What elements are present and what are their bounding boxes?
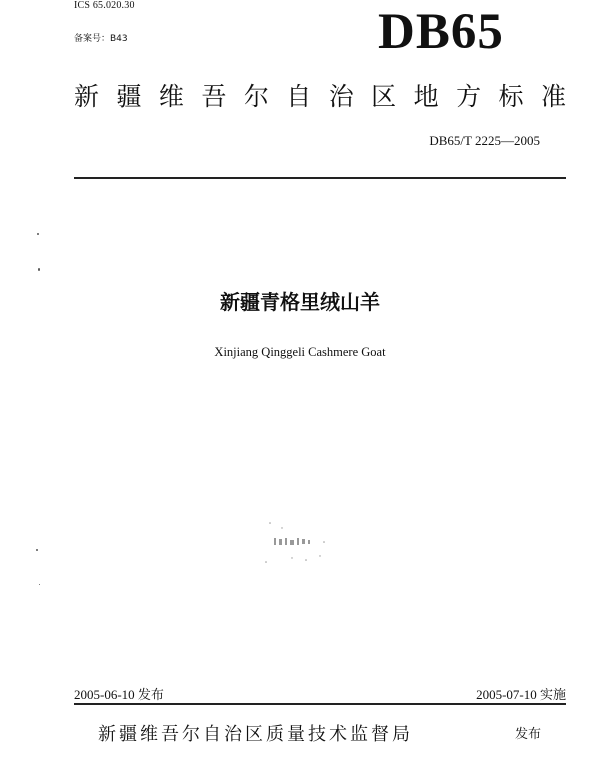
scan-speck — [36, 549, 38, 551]
title-char: 维 — [158, 82, 184, 111]
scan-speck — [39, 584, 40, 585]
footer-divider — [74, 703, 566, 705]
title-char: 地 — [413, 82, 439, 111]
title-char: 尔 — [243, 82, 269, 111]
issue-action-label: 发布 — [515, 727, 542, 742]
implementation-date: 2005-07-10 实施 — [476, 687, 566, 702]
standard-category-title — [74, 79, 566, 115]
document-title-chinese: 新疆青格里绒山羊 — [220, 290, 380, 314]
title-char: 标 — [498, 82, 524, 111]
title-char: 方 — [456, 82, 482, 111]
title-char: 新 — [74, 82, 100, 111]
title-char: 吾 — [201, 82, 227, 111]
title-char: 准 — [540, 82, 566, 111]
title-char: 区 — [371, 82, 397, 111]
title-char: 自 — [286, 82, 312, 111]
scan-speck — [37, 233, 39, 235]
faint-stamp-smudge — [262, 520, 342, 570]
filing-number: 备案号：B43 — [74, 34, 128, 44]
ics-code: ICS 65.020.30 — [74, 0, 135, 11]
standard-code-badge: DB65 — [378, 4, 504, 60]
document-title-english: Xinjiang Qinggeli Cashmere Goat — [214, 345, 386, 359]
header-divider — [74, 177, 566, 179]
title-char: 治 — [328, 82, 354, 111]
title-char: 疆 — [116, 82, 142, 111]
issuing-authority: 新疆维吾尔自治区质量技术监督局 — [98, 724, 413, 745]
standard-number: DB65/T 2225—2005 — [429, 133, 540, 148]
issue-date: 2005-06-10 发布 — [74, 687, 164, 702]
scan-speck — [38, 268, 40, 271]
